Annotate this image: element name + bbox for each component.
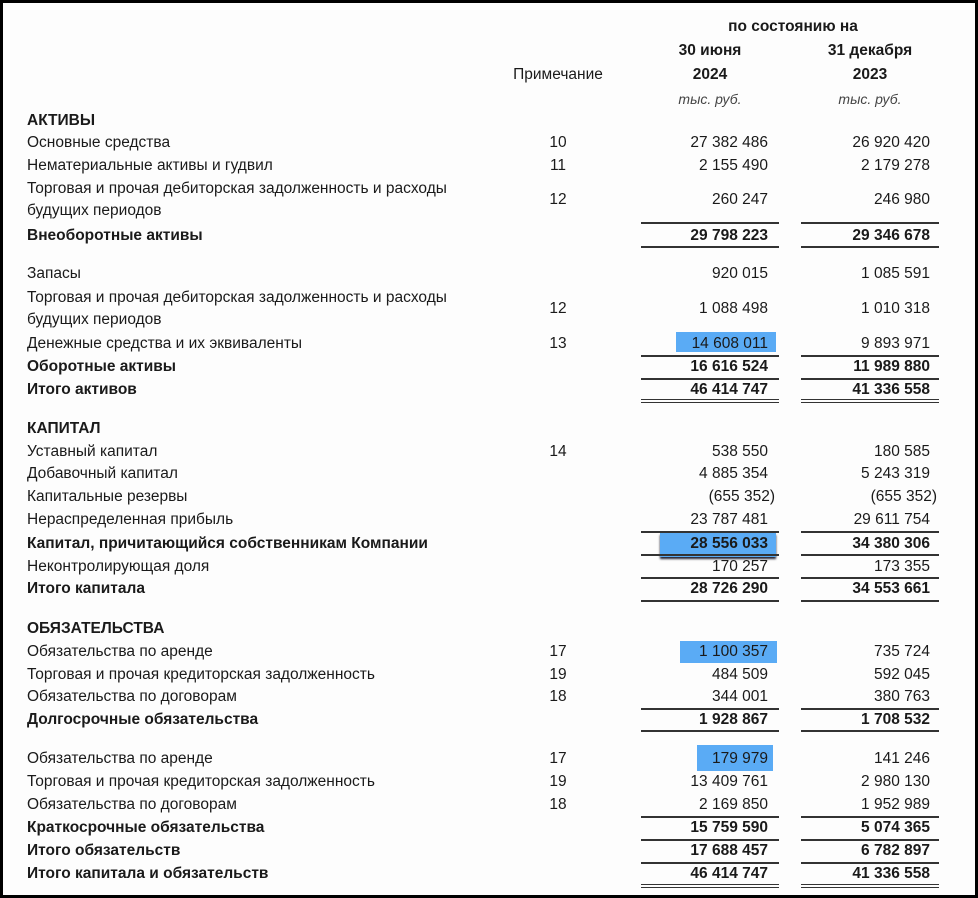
row-value-2023: 1 010 318 [861, 300, 930, 317]
row-label: Торговая и прочая кредиторская задолженность [27, 666, 375, 683]
row-label: Капитал, причитающийся собственникам Компании [27, 535, 428, 552]
row-value-2024: 29 798 223 [690, 227, 768, 244]
row-label: Оборотные активы [27, 358, 177, 375]
rule [801, 600, 939, 602]
row-value-2023: 173 355 [873, 558, 930, 575]
row-label-continued: будущих периодов [27, 311, 162, 328]
rule [641, 600, 779, 602]
row-value-2023: 5 243 319 [861, 465, 930, 482]
row-label: Торговая и прочая кредиторская задолженность [27, 773, 375, 790]
rule [641, 222, 779, 224]
row-label: Капитальные резервы [27, 488, 188, 505]
row-label: Денежные средства и их эквиваленты [27, 335, 303, 352]
row-label: Обязательства по аренде [27, 643, 213, 660]
row-value-2024: 15 759 590 [690, 819, 768, 836]
row-value-2024: 1 100 357 [699, 643, 768, 660]
row-label: Торговая и прочая дебиторская задолженность и расходы [27, 180, 447, 197]
col1-unit: тыс. руб. [678, 91, 742, 107]
row-value-2023: 735 724 [873, 643, 930, 660]
row-label: Итого обязательств [27, 842, 181, 859]
row-value-2024: 4 885 354 [699, 465, 768, 482]
section-title-assets: АКТИВЫ [27, 112, 96, 129]
row-value-2024: (655 352) [708, 488, 775, 505]
row-value-2024: 28 556 033 [690, 535, 768, 552]
row-value-2023: 141 246 [873, 750, 930, 767]
col2-year: 2023 [852, 66, 888, 83]
row-value-2023: 1 952 989 [861, 796, 930, 813]
row-label: Нераспределенная прибыль [27, 511, 234, 528]
row-value-2024: 538 550 [711, 443, 768, 460]
rule [801, 222, 939, 224]
row-label-continued: будущих периодов [27, 202, 162, 219]
col1-year: 2024 [692, 66, 728, 83]
row-note: 19 [549, 666, 567, 683]
row-value-2024: 1 088 498 [699, 300, 768, 317]
row-note: 12 [549, 300, 567, 317]
row-value-2024: 14 608 011 [691, 335, 768, 352]
row-value-2023: 9 893 971 [861, 335, 930, 352]
row-value-2024: 2 155 490 [699, 157, 768, 174]
row-label: Торговая и прочая дебиторская задолженность и расходы [27, 289, 447, 306]
section-title-equity: КАПИТАЛ [27, 420, 101, 437]
row-label: Запасы [27, 265, 81, 282]
col2-date: 31 декабря [827, 42, 913, 59]
as-of-heading: по состоянию на [728, 18, 858, 35]
row-label: Итого капитала [27, 580, 145, 597]
row-note: 12 [549, 191, 567, 208]
row-note: 17 [549, 643, 567, 660]
row-value-2023: 34 380 306 [852, 535, 930, 552]
row-value-2023: (655 352) [870, 488, 937, 505]
row-value-2024: 1 928 867 [699, 711, 768, 728]
row-label: Добавочный капитал [27, 465, 178, 482]
row-note: 18 [549, 796, 567, 813]
row-note: 10 [549, 134, 567, 151]
row-value-2023: 29 346 678 [852, 227, 930, 244]
row-value-2023: 380 763 [873, 688, 930, 705]
balance-sheet-page [3, 3, 975, 895]
row-value-2023: 180 585 [873, 443, 930, 460]
row-value-2023: 41 336 558 [852, 381, 930, 398]
row-value-2023: 1 085 591 [861, 265, 930, 282]
note-column-header: Примечание [513, 66, 603, 83]
row-value-2023: 1 708 532 [861, 711, 930, 728]
row-note: 19 [549, 773, 567, 790]
row-label: Обязательства по договорам [27, 796, 237, 813]
row-value-2024: 46 414 747 [690, 381, 768, 398]
row-label: Итого капитала и обязательств [27, 865, 269, 882]
row-value-2024: 13 409 761 [690, 773, 768, 790]
row-label: Обязательства по аренде [27, 750, 213, 767]
row-value-2024: 170 257 [711, 558, 768, 575]
row-label: Нематериальные активы и гудвил [27, 157, 273, 174]
row-value-2024: 2 169 850 [699, 796, 768, 813]
row-note: 13 [549, 335, 567, 352]
row-value-2024: 484 509 [711, 666, 768, 683]
row-label: Итого активов [27, 381, 137, 398]
col2-unit: тыс. руб. [838, 91, 902, 107]
row-value-2023: 26 920 420 [852, 134, 930, 151]
row-value-2024: 28 726 290 [690, 580, 768, 597]
row-note: 14 [549, 443, 567, 460]
row-value-2023: 2 179 278 [861, 157, 930, 174]
row-value-2024: 920 015 [711, 265, 768, 282]
row-value-2023: 246 980 [873, 191, 930, 208]
row-label: Долгосрочные обязательства [27, 711, 259, 728]
col1-date: 30 июня [678, 42, 742, 59]
row-label: Обязательства по договорам [27, 688, 237, 705]
row-value-2023: 41 336 558 [852, 865, 930, 882]
row-value-2024: 46 414 747 [690, 865, 768, 882]
row-value-2024: 23 787 481 [690, 511, 768, 528]
row-value-2023: 34 553 661 [852, 580, 930, 597]
row-label: Внеоборотные активы [27, 227, 203, 244]
row-label: Неконтролирующая доля [27, 558, 210, 575]
row-note: 18 [549, 688, 567, 705]
row-value-2024: 16 616 524 [690, 358, 768, 375]
row-value-2024: 179 979 [711, 750, 768, 767]
row-value-2023: 5 074 365 [861, 819, 930, 836]
row-label: Основные средства [27, 134, 171, 151]
row-value-2024: 260 247 [711, 191, 768, 208]
row-value-2023: 11 989 880 [853, 358, 930, 375]
row-value-2024: 344 001 [711, 688, 768, 705]
row-value-2023: 592 045 [873, 666, 930, 683]
row-label: Уставный капитал [27, 443, 158, 460]
row-label: Краткосрочные обязательства [27, 819, 265, 836]
row-note: 11 [549, 157, 567, 174]
row-value-2023: 2 980 130 [861, 773, 930, 790]
row-note: 17 [549, 750, 567, 767]
section-title-liabilities: ОБЯЗАТЕЛЬСТВА [27, 620, 165, 637]
row-value-2024: 17 688 457 [690, 842, 768, 859]
row-value-2023: 6 782 897 [861, 842, 930, 859]
row-value-2024: 27 382 486 [690, 134, 768, 151]
row-value-2023: 29 611 754 [853, 511, 930, 528]
